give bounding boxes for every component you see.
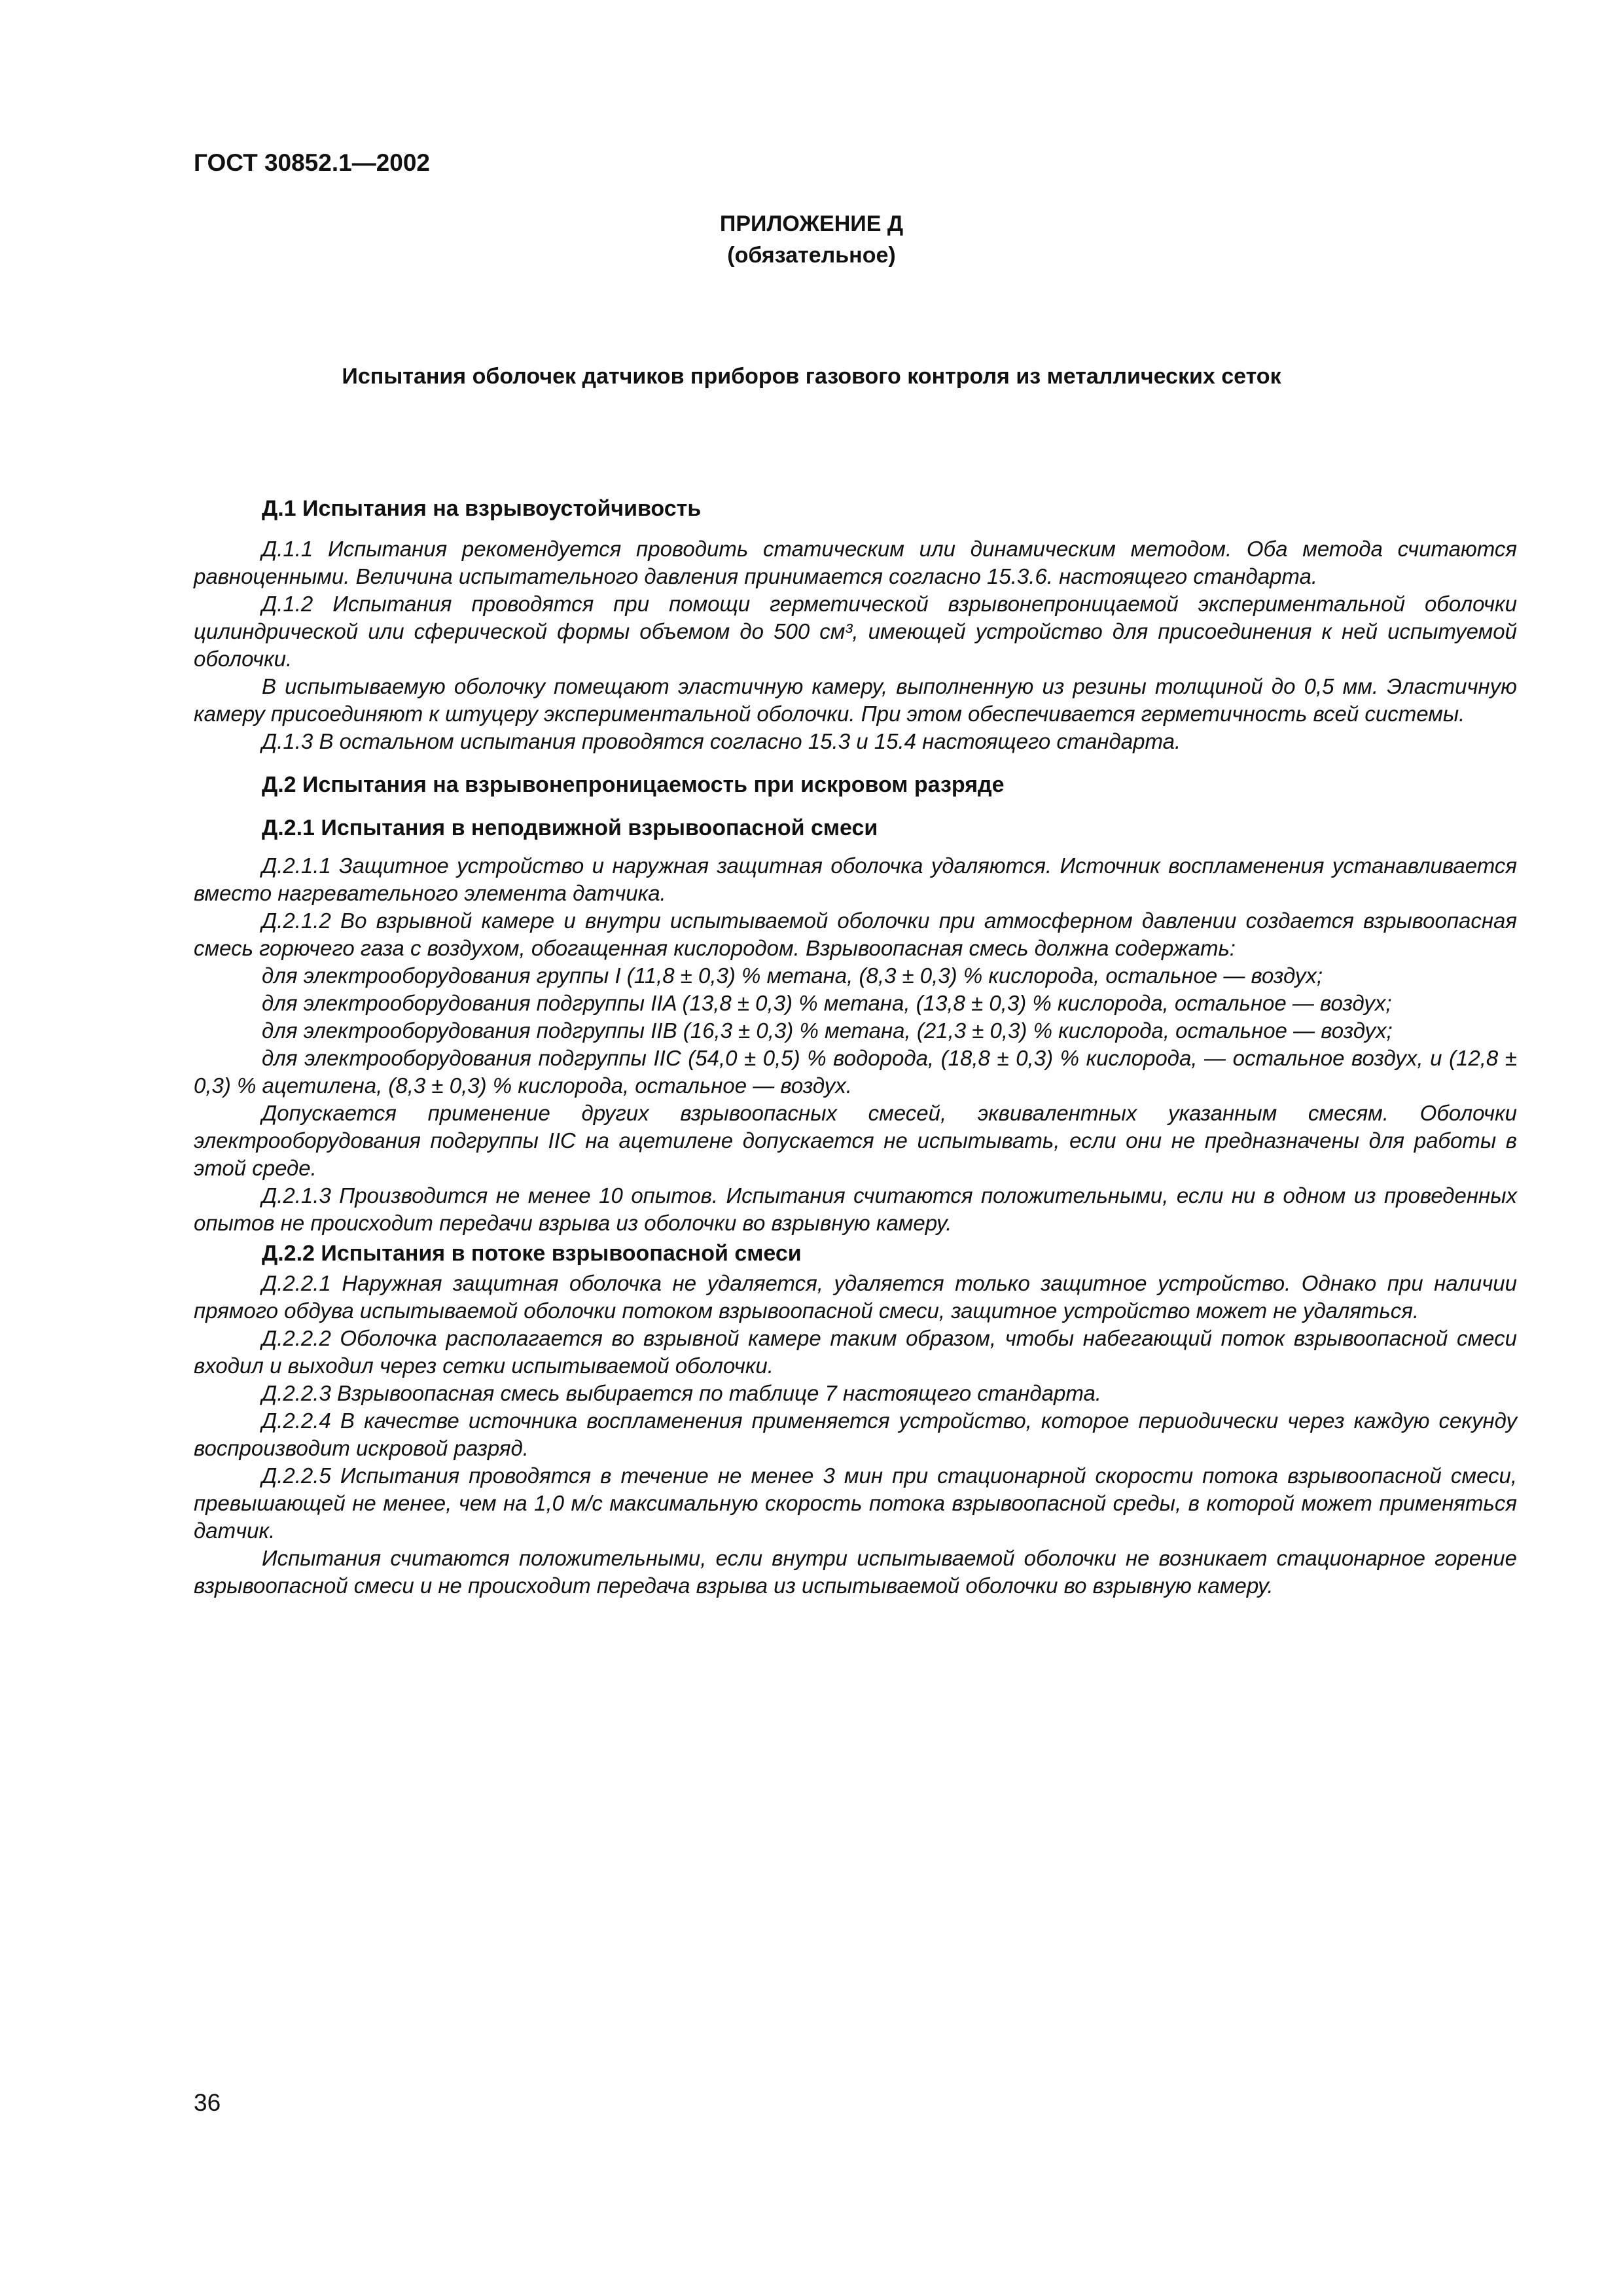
section-heading-d2-1: Д.2.1 Испытания в неподвижной взрывоопасной смеси — [262, 816, 878, 840]
mixture-group-i: для электрооборудования группы I (11,8 ± 0,3) % метана, (8,3 ± 0,3) % кислорода, остальное — воздух; — [262, 963, 1323, 988]
paragraph-d2-1-3: Д.2.1.3 Производится не менее 10 опытов. Испытания считаются положительными, если ни в одном из проведенных опытов не происходит передачи взрыва из оболочки во взрывную камеру. — [194, 1183, 1517, 1235]
document-header: ГОСТ 30852.1—2002 — [194, 149, 431, 176]
section-heading-d2-2: Д.2.2 Испытания в потоке взрывоопасной смеси — [262, 1241, 802, 1266]
paragraph-d2-2-4: Д.2.2.4 В качестве источника воспламенения применяется устройство, которое периодически через каждую секунду воспроизводит искровой разряд. — [194, 1408, 1517, 1460]
paragraph-result: Испытания считаются положительными, если внутри испытываемой оболочки не возникает стационарное горение взрывоопасной смеси и не происходит передача взрыва из испытываемой оболочки во взрывную камеру. — [194, 1546, 1517, 1598]
section-heading-d2: Д.2 Испытания на взрывонепроницаемость при искровом разряде — [262, 772, 1005, 797]
appendix-status: (обязательное) — [727, 243, 896, 268]
paragraph-d2-2-5: Д.2.2.5 Испытания проводятся в течение не менее 3 мин при стационарной скорости потока взрывоопасной смеси, превышающей не менее, чем на 1,0 м/с максимальную скорость потока взрывоопасной среды, в которой может применяться датчик. — [194, 1463, 1517, 1543]
paragraph-d1-1: Д.1.1 Испытания рекомендуется проводить статическим или динамическим методом. Оба метода считаются равноценными. Величина испытательного давления принимается согласно 15.3.6. настоящего стандарта. — [194, 537, 1517, 588]
paragraph-d2-2-3: Д.2.2.3 Взрывоопасная смесь выбирается по таблице 7 настоящего стандарта. — [262, 1381, 1101, 1405]
appendix-block — [0, 208, 1623, 271]
paragraph-d2-2-2: Д.2.2.2 Оболочка располагается во взрывной камере таким образом, чтобы набегающий поток взрывоопасной смеси входил и выходил через сетки испытываемой оболочки. — [194, 1326, 1517, 1378]
document-body — [194, 492, 1517, 1600]
paragraph-d1-3: Д.1.3 В остальном испытания проводятся согласно 15.3 и 15.4 настоящего стандарта. — [262, 729, 1181, 753]
page-number: 36 — [194, 2089, 221, 2116]
paragraph-d1-2: Д.1.2 Испытания проводятся при помощи герметической взрывонепроницаемой экспериментальной оболочки цилиндрической или сферической формы объемом до 500 см³, имеющей устройство для присоединения к ней испытуемой оболочки. — [194, 592, 1517, 671]
paragraph-d1-2-elastic: В испытываемую оболочку помещают эластичную камеру, выполненную из резины толщиной до 0,5 мм. Эластичную камеру присоединяют к штуцеру экспериментальной оболочки. При этом обеспечивается герметичность всей системы. — [194, 674, 1517, 726]
paragraph-d2-2-1: Д.2.2.1 Наружная защитная оболочка не удаляется, удаляется только защитное устройство. Однако при наличии прямого обдува испытываемой оболочки потоком взрывоопасной смеси, защитное устройство может не удаляться. — [194, 1271, 1517, 1323]
section-heading-d1: Д.1 Испытания на взрывоустойчивость — [262, 496, 702, 521]
paragraph-allowed-mixtures: Допускается применение других взрывоопасных смесей, эквивалентных указанным смесям. Оболочки электрооборудования подгруппы IIC на ацетилене допускается не испытывать, если они не предназначены для работы в этой среде. — [194, 1101, 1517, 1180]
mixture-group-iia: для электрооборудования подгруппы IIA (13,8 ± 0,3) % метана, (13,8 ± 0,3) % кислорода, остальное — воздух; — [262, 991, 1392, 1015]
paragraph-d2-1-2: Д.2.1.2 Во взрывной камере и внутри испытываемой оболочки при атмосферном давлении создается взрывоопасная смесь горючего газа с воздухом, обогащенная кислородом. Взрывоопасная смесь должна содержать: — [194, 908, 1517, 960]
annex-title: Испытания оболочек датчиков приборов газового контроля из металлических сеток — [342, 364, 1281, 389]
mixture-group-iic: для электрооборудования подгруппы IIC (54,0 ± 0,5) % водорода, (18,8 ± 0,3) % кислорода, — остальное воздух, и (12,8 ± 0,3) % ацетилена, (8,3 ± 0,3) % кислорода, остальное — воздух. — [194, 1046, 1517, 1098]
paragraph-d2-1-1: Д.2.1.1 Защитное устройство и наружная защитная оболочка удаляются. Источник воспламенения устанавливается вместо нагревательного элемента датчика. — [194, 853, 1517, 905]
appendix-label: ПРИЛОЖЕНИЕ Д — [719, 211, 904, 236]
mixture-group-iib: для электрооборудования подгруппы IIB (16,3 ± 0,3) % метана, (21,3 ± 0,3) % кислорода, остальное — воздух; — [262, 1018, 1393, 1043]
